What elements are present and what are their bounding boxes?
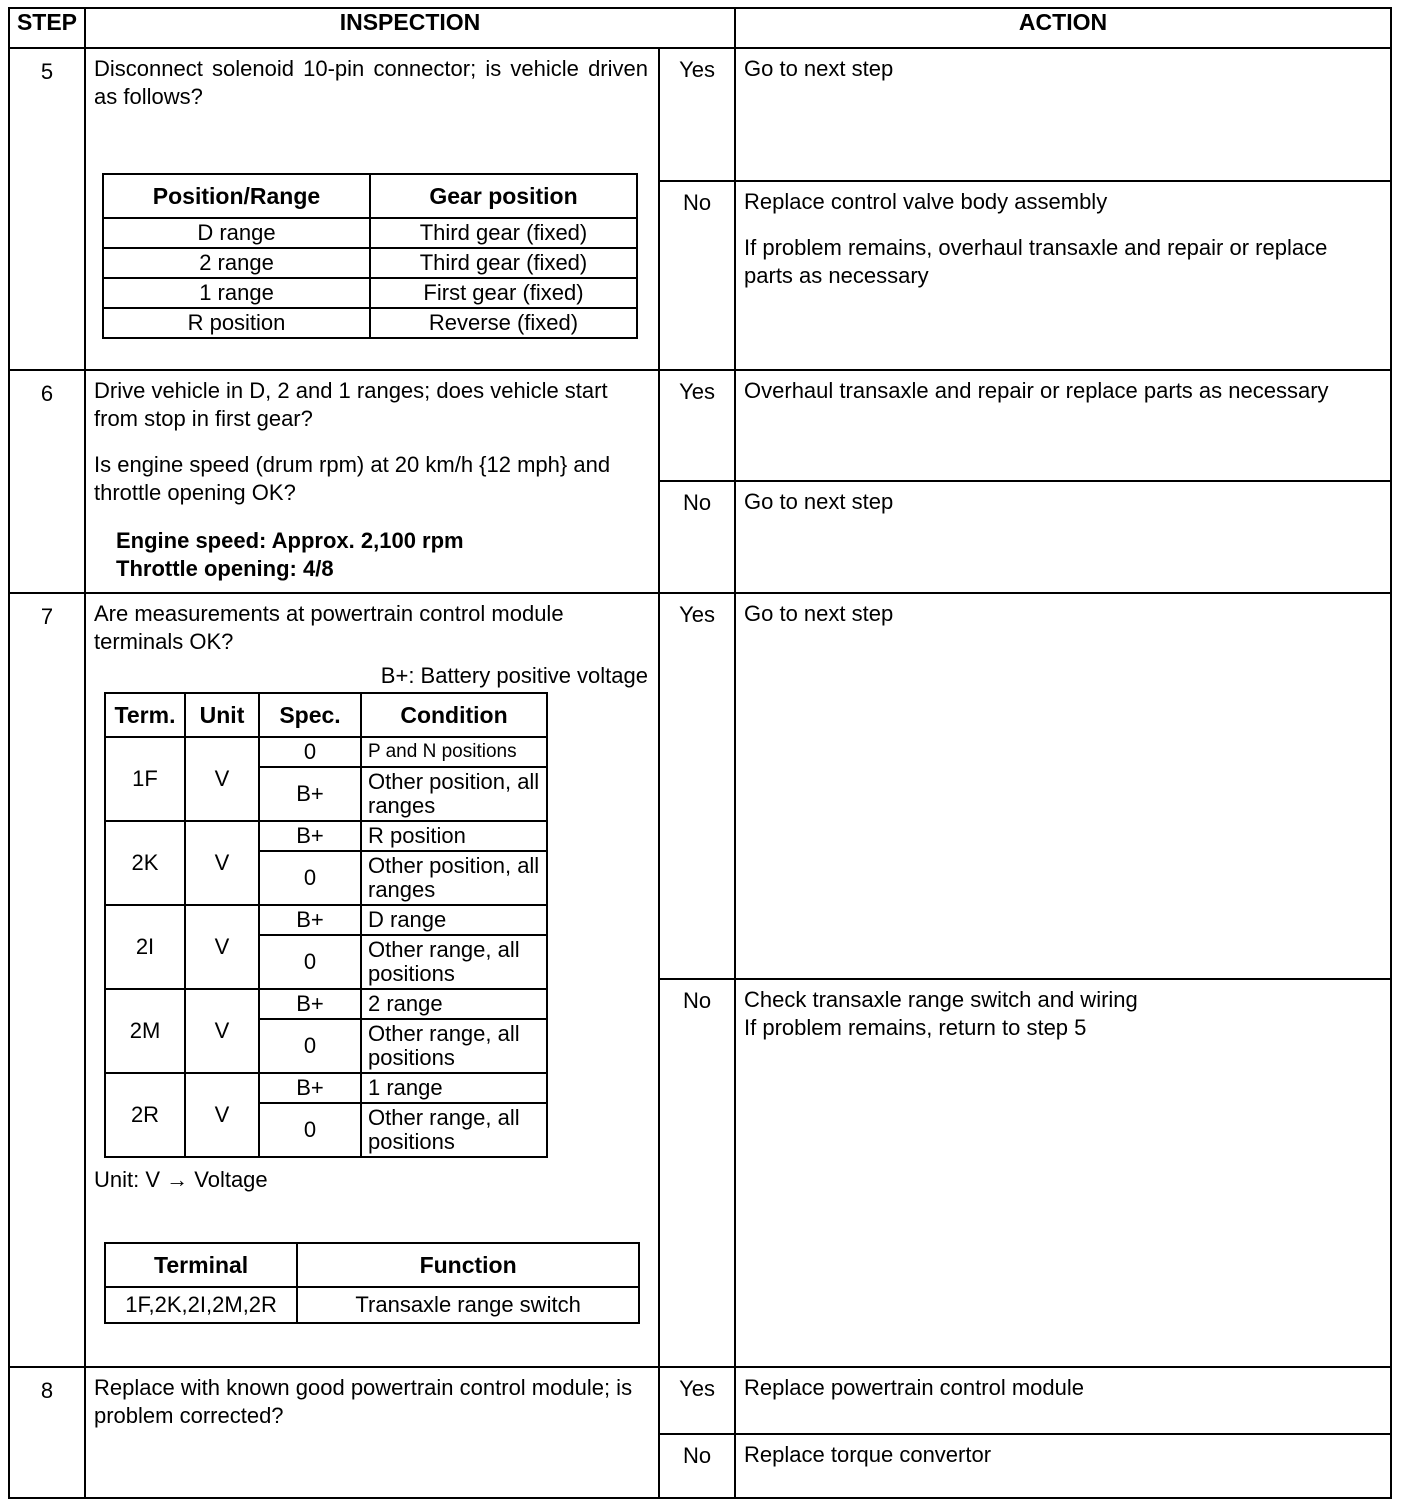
no-label: No <box>659 481 735 593</box>
table-row <box>103 218 637 248</box>
spec-cell: B+ <box>259 905 361 935</box>
spec-cell: B+ <box>259 767 361 821</box>
no-action <box>735 181 1391 370</box>
position-cell: D range <box>103 218 370 248</box>
step6-inspection <box>85 370 659 593</box>
condition-cell: Other position, all ranges <box>361 851 547 905</box>
table-row <box>105 737 547 767</box>
no-action-line: Replace control valve body assembly <box>744 189 1108 214</box>
step7-inspection <box>85 593 659 1367</box>
yes-label: Yes <box>659 593 735 979</box>
throttle-spec: Throttle opening: 4/8 <box>116 556 334 581</box>
position-cell: 1 range <box>103 278 370 308</box>
step5-yes-row <box>9 48 1391 181</box>
position-cell: 2 range <box>103 248 370 278</box>
yes-label: Yes <box>659 1367 735 1434</box>
unit-note: Unit: V → Voltage <box>94 1167 268 1192</box>
yes-action: Go to next step <box>735 593 1391 979</box>
terminal-function-table <box>104 1242 640 1324</box>
no-action-line: If problem remains, return to step 5 <box>744 1015 1087 1040</box>
no-action: Replace torque convertor <box>735 1434 1391 1498</box>
condition-cell: Other range, all positions <box>361 1103 547 1157</box>
table-row <box>105 1287 639 1323</box>
step6-yes-row <box>9 370 1391 481</box>
spec-cell: 0 <box>259 1019 361 1073</box>
table-row <box>105 821 547 851</box>
term-cell: 2I <box>105 905 185 989</box>
header-step: STEP <box>9 8 85 48</box>
spec-cell: 0 <box>259 1103 361 1157</box>
col-function: Function <box>297 1243 639 1287</box>
term-cell: 2R <box>105 1073 185 1157</box>
table-row <box>103 248 637 278</box>
term-cell: 1F <box>105 737 185 821</box>
condition-cell: D range <box>361 905 547 935</box>
terminal-measurement-table <box>104 692 548 1158</box>
terminal-cell: 1F,2K,2I,2M,2R <box>105 1287 297 1323</box>
step-number: 5 <box>9 48 85 370</box>
col-condition: Condition <box>361 693 547 737</box>
spec-cell: 0 <box>259 737 361 767</box>
col-term: Term. <box>105 693 185 737</box>
function-table-header <box>105 1243 639 1287</box>
unit-cell: V <box>185 1073 259 1157</box>
spec-cell: B+ <box>259 989 361 1019</box>
table-row <box>103 278 637 308</box>
no-action-line: If problem remains, overhaul transaxle and repair or replace parts as necessary <box>744 235 1328 288</box>
gear-cell: Reverse (fixed) <box>370 308 637 338</box>
header-row <box>9 8 1391 48</box>
engine-speed-spec: Engine speed: Approx. 2,100 rpm <box>116 528 464 553</box>
header-inspection: INSPECTION <box>85 8 735 48</box>
step5-inspection <box>85 48 659 370</box>
no-label: No <box>659 181 735 370</box>
yes-action: Go to next step <box>735 48 1391 181</box>
col-unit: Unit <box>185 693 259 737</box>
unit-cell: V <box>185 989 259 1073</box>
step7-question: Are measurements at powertrain control module terminals OK? <box>94 601 564 654</box>
troubleshooting-table <box>8 7 1392 1499</box>
step-number: 6 <box>9 370 85 593</box>
term-cell: 2K <box>105 821 185 905</box>
condition-cell: 2 range <box>361 989 547 1019</box>
no-action <box>735 979 1391 1367</box>
condition-cell: Other range, all positions <box>361 1019 547 1073</box>
col-gear-position: Gear position <box>370 174 637 218</box>
unit-cell: V <box>185 737 259 821</box>
step-number: 7 <box>9 593 85 1367</box>
step6-question-2: Is engine speed (drum rpm) at 20 km/h {12 mph} and throttle opening OK? <box>94 452 611 505</box>
function-cell: Transaxle range switch <box>297 1287 639 1323</box>
position-cell: R position <box>103 308 370 338</box>
gear-cell: Third gear (fixed) <box>370 248 637 278</box>
term-cell: 2M <box>105 989 185 1073</box>
step7-yes-row <box>9 593 1391 979</box>
col-spec: Spec. <box>259 693 361 737</box>
col-position-range: Position/Range <box>103 174 370 218</box>
step-number: 8 <box>9 1367 85 1498</box>
spec-cell: B+ <box>259 1073 361 1103</box>
yes-action: Overhaul transaxle and repair or replace parts as necessary <box>735 370 1391 481</box>
spec-cell: 0 <box>259 935 361 989</box>
unit-cell: V <box>185 905 259 989</box>
step5-question: Disconnect solenoid 10-pin connector; is vehicle driven as follows? <box>94 56 648 109</box>
no-action-line: Check transaxle range switch and wiring <box>744 987 1138 1012</box>
step6-question: Drive vehicle in D, 2 and 1 ranges; does vehicle start from stop in first gear? <box>94 378 608 431</box>
condition-cell: Other range, all positions <box>361 935 547 989</box>
yes-label: Yes <box>659 48 735 181</box>
no-label: No <box>659 1434 735 1498</box>
measure-table-header <box>105 693 547 737</box>
condition-cell: Other position, all ranges <box>361 767 547 821</box>
condition-cell: P and N positions <box>361 737 547 767</box>
unit-cell: V <box>185 821 259 905</box>
col-terminal: Terminal <box>105 1243 297 1287</box>
gear-cell: Third gear (fixed) <box>370 218 637 248</box>
condition-cell: 1 range <box>361 1073 547 1103</box>
spec-cell: 0 <box>259 851 361 905</box>
gear-cell: First gear (fixed) <box>370 278 637 308</box>
table-row <box>103 308 637 338</box>
step8-question: Replace with known good powertrain control module; is problem corrected? <box>85 1367 659 1498</box>
yes-label: Yes <box>659 370 735 481</box>
header-action: ACTION <box>735 8 1391 48</box>
battery-note: B+: Battery positive voltage <box>380 663 648 688</box>
no-action: Go to next step <box>735 481 1391 593</box>
table-row <box>105 1073 547 1103</box>
gear-position-table <box>102 173 638 339</box>
condition-cell: R position <box>361 821 547 851</box>
gear-table-header <box>103 174 637 218</box>
spec-cell: B+ <box>259 821 361 851</box>
table-row <box>105 905 547 935</box>
yes-action: Replace powertrain control module <box>735 1367 1391 1434</box>
step8-yes-row <box>9 1367 1391 1434</box>
table-row <box>105 989 547 1019</box>
no-label: No <box>659 979 735 1367</box>
